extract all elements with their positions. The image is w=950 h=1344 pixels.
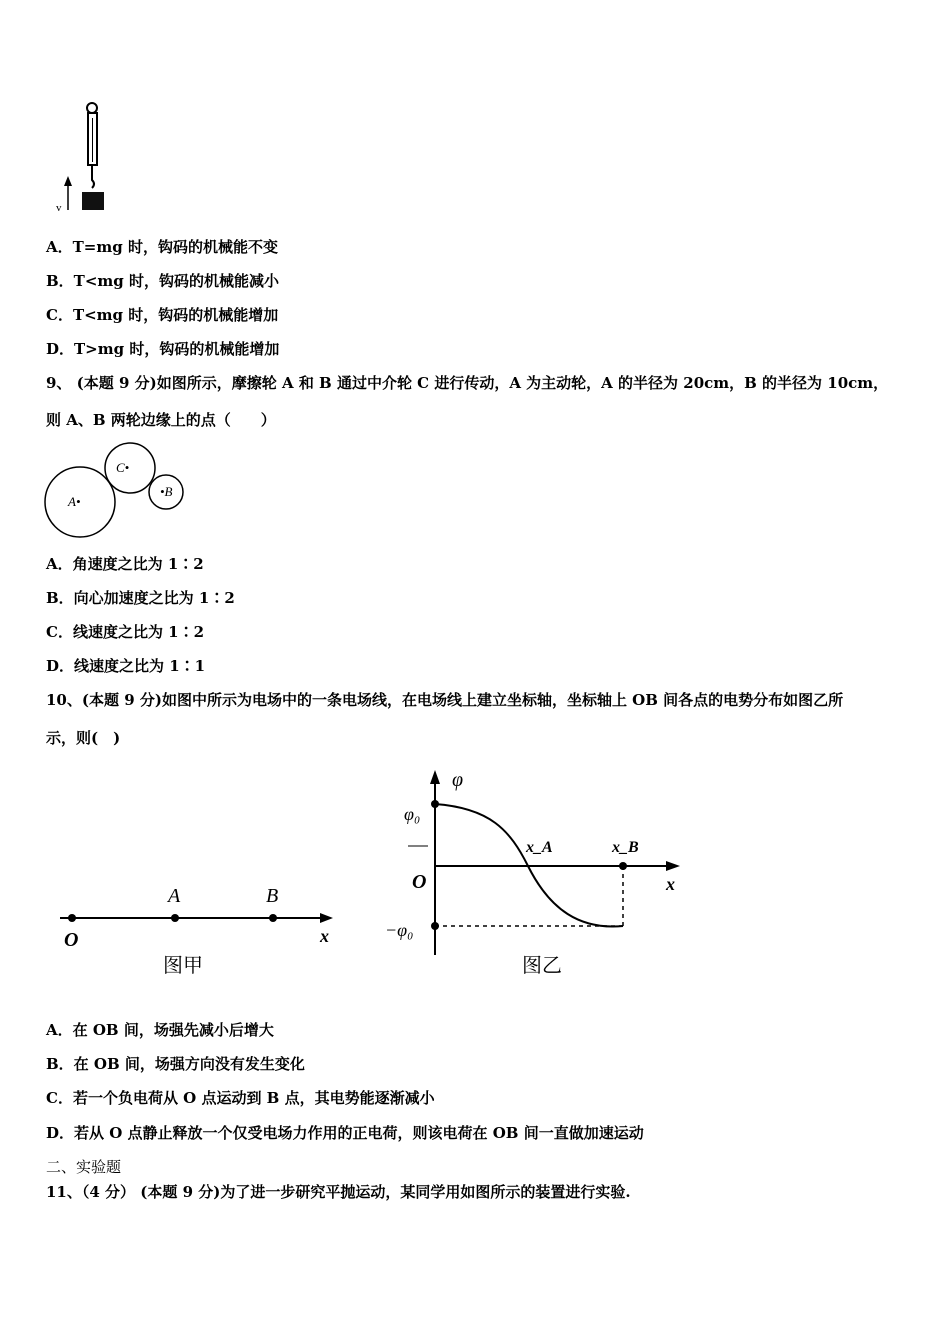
q8-option-a: A．T=mg 时，钩码的机械能不变 xyxy=(46,238,278,256)
fig-yi-o: O xyxy=(412,871,427,893)
q9-option-b: B．向心加速度之比为 1∶2 xyxy=(46,589,235,607)
q9-option-c: C．线速度之比为 1∶2 xyxy=(46,623,205,641)
q9-option-d: D．线速度之比为 1∶1 xyxy=(46,657,206,675)
q10-option-a: A．在 OB 间，场强先减小后增大 xyxy=(46,1021,274,1039)
wheel-c-label: C• xyxy=(116,460,130,475)
q10-stem-line2: 示，则( ) xyxy=(46,729,121,747)
point-o xyxy=(68,914,76,922)
point-a xyxy=(171,914,179,922)
q11-stem: 11、（4 分） (本题 9 分)为了进一步研究平抛运动，某同学用如图所示的装置进行实验. xyxy=(46,1183,631,1201)
q10-stem-line1: 10、(本题 9 分)如图中所示为电场中的一条电场线，在电场线上建立坐标轴，坐标轴上 OB 间各点的电势分布如图乙所 xyxy=(46,691,844,709)
fig-yi-x: x xyxy=(666,874,675,894)
q9-option-a: A．角速度之比为 1∶2 xyxy=(46,555,204,573)
fig-yi-caption: 图乙 xyxy=(522,955,562,977)
q9-stem-line2: 则 A、B 两轮边缘上的点（ ） xyxy=(46,411,276,429)
fig-jia-b: B xyxy=(266,885,279,907)
field-potential-figure xyxy=(50,760,700,990)
wheel-a-label: A• xyxy=(68,494,81,509)
q10-option-c: C．若一个负电荷从 O 点运动到 B 点，其电势能逐渐减小 xyxy=(46,1089,435,1107)
velocity-label: v xyxy=(56,202,62,214)
phi0-point xyxy=(431,800,439,808)
q8-option-d: D．T>mg 时，钩码的机械能增加 xyxy=(46,340,280,358)
q9-stem-line1: 9、 (本题 9 分)如图所示，摩擦轮 A 和 B 通过中介轮 C 进行传动，A 为主动轮，A 的半径为 20cm，B 的半径为 10cm， xyxy=(46,374,889,392)
fig-yi-neg-phi0: −φ₀ xyxy=(385,920,414,940)
fig-yi-phi: φ xyxy=(452,769,464,791)
q10-option-d: D．若从 O 点静止释放一个仅受电场力作用的正电荷，则该电荷在 OB 间一直做加速运动 xyxy=(46,1124,644,1142)
fig-yi-phi0: φ₀ xyxy=(404,804,421,824)
fig-yi-xa: x_A xyxy=(526,839,553,856)
fig-jia-x: x xyxy=(320,926,329,946)
fig-jia-caption: 图甲 xyxy=(163,955,203,977)
fig-jia-o: O xyxy=(64,929,79,951)
q10-option-b: B．在 OB 间，场强方向没有发生变化 xyxy=(46,1055,305,1073)
wheel-c xyxy=(105,443,155,493)
friction-wheels-figure xyxy=(42,440,192,542)
q8-option-c: C．T<mg 时，钩码的机械能增加 xyxy=(46,306,279,324)
fig-yi-xb: x_B xyxy=(612,839,639,856)
fig-jia-a: A xyxy=(168,885,181,907)
q8-option-b: B．T<mg 时，钩码的机械能减小 xyxy=(46,272,279,290)
point-b xyxy=(269,914,277,922)
wheel-b-label: •B xyxy=(160,484,173,499)
spring-scale-figure xyxy=(48,98,118,222)
section-title: 二、实验题 xyxy=(46,1158,122,1176)
